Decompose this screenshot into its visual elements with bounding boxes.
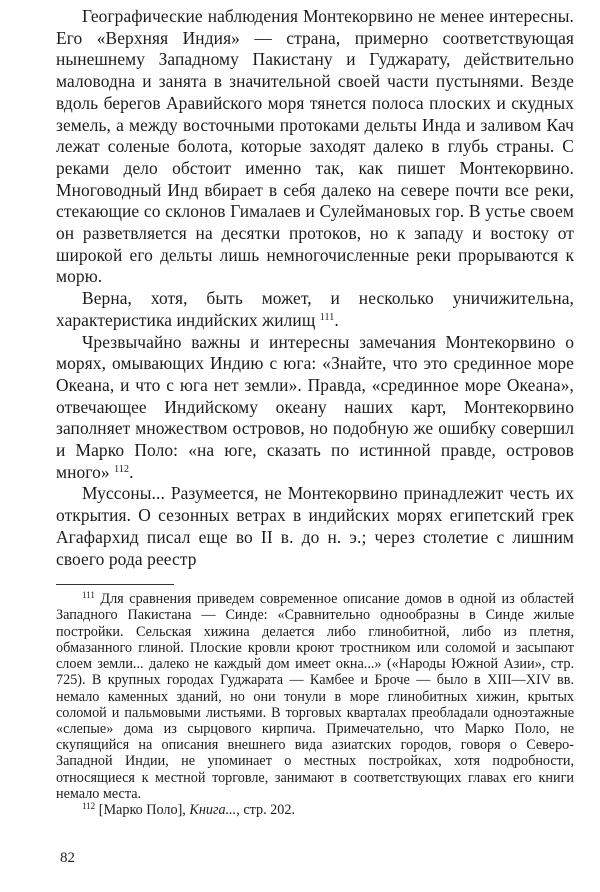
main-text — [56, 6, 574, 570]
paragraph-text: Географические наблюдения Монтекорвино не менее интересны. Его «Верхняя Индия» — страна, примерно соответствующая нынешнему Западному Пакистану и Гуджарату, действительно маловодна и занята в значительной своей части пустынями. Везде вдоль берегов Аравийского моря тянется полоса плоских и скудных земель, а между восточными протоками дельты Инда и заливом Кач лежат соленые болота, которые заходят далеко в глубь страны. С реками дело обстоит именно так, как пишет Монтекорвино. Многоводный Инд вбирает в себя далеко на севере почти все реки, стекающие со склонов Гималаев и Сулеймановых гор. В устье своем он разветвляется на десятки протоков, но к западу и востоку от широкой его дельты лишь немногочисленные реки прорываются к морю. — [56, 6, 574, 287]
paragraph-text: Муссоны... Разумеется, не Монтекорвино принадлежит честь их открытия. О сезонных ветрах в индийских морях египетский грек Агафархид писал еще во II в. до н. э.; через столетие с лишним своего рода реестр — [56, 483, 574, 569]
footnote-number: 111 — [82, 590, 95, 601]
footnote-divider — [56, 584, 174, 585]
footnote-text: , стр. 202. — [236, 801, 296, 818]
paragraph-text: Верна, хотя, быть может, и несколько уничижительна, характеристика индийских жилищ — [56, 288, 574, 330]
footnote-text: [Марко Поло], — [98, 801, 186, 818]
paragraph-dwellings: Верна, хотя, быть может, и несколько уничижительна, характеристика индийских жилищ $^{111}$. — [56, 288, 574, 330]
footnote-ref: 112 — [114, 463, 130, 475]
paragraph-text: Чрезвычайно важны и интересны замечания Монтекорвино о морях, омывающих Индию с юга: «Знайте, что это срединное море Океана, и что с юга нет земли». Правда, «срединное море Океана», отвечающее Индийскому океану наших карт, Монтекорвино заполняет множеством островов, но подобную же ошибку совершил и Марко Поло: «на юге, сказать по истинной правде, островов много» — [56, 331, 574, 482]
paragraph-monsoons — [56, 483, 574, 570]
footnotes — [56, 591, 574, 818]
footnote-text: Для сравнения приведем современное описание домов в одной из областей Западного Пакистана — Синде: «Сравнительно однообразны в Синде жилые постройки. Сельская хижина делается либо глинобитной, либо из плетня, обмазанного глиной. Плоские кровли кроют тростником или соломой и засыпают слоем земли... далеко не каждый дом имеет окна...» («Народы Южной Азии», стр. 725). В крупных городах Гуджарата — Камбее и Броче — было в XIII—XIV вв. немало каменных зданий, но они тонули в море глинобитных хижин, крытых соломой и пальмовыми листьями. В торговых кварталах преобладали одноэтажные «слепые» дома из сырцового кирпича. Примечательно, что Марко Поло, не скупящийся на описания внешнего вида азиатских городов, говоря о Северо-Западной Индии, не упоминает о местных постройках, хотя подробности, относящиеся к местной торговле, занимают в соответствующих главах его книги немало места. — [56, 591, 574, 802]
footnote-number: 112 — [82, 800, 96, 811]
page-number: 82 — [60, 850, 75, 866]
book-page — [56, 6, 574, 818]
paragraph-seas: Чрезвычайно важны и интересны замечания Монтекорвино о морях, омывающих Индию с юга: «Знайте, что это срединное море Океана, и что с юга нет земли». Правда, «срединное море Океана», отвечающее Индийскому океану наших карт, Монтекорвино заполняет множеством островов, но подобную же ошибку совершил и Марко Поло: «на юге, сказать по истинной правде, островов много» $^{112}$. — [56, 331, 574, 482]
paragraph-geography — [56, 6, 574, 288]
footnote-111 — [56, 591, 574, 802]
footnote-112 — [56, 802, 574, 818]
footnote-ref: 111 — [319, 311, 335, 323]
book-title: Книга... — [189, 801, 237, 818]
